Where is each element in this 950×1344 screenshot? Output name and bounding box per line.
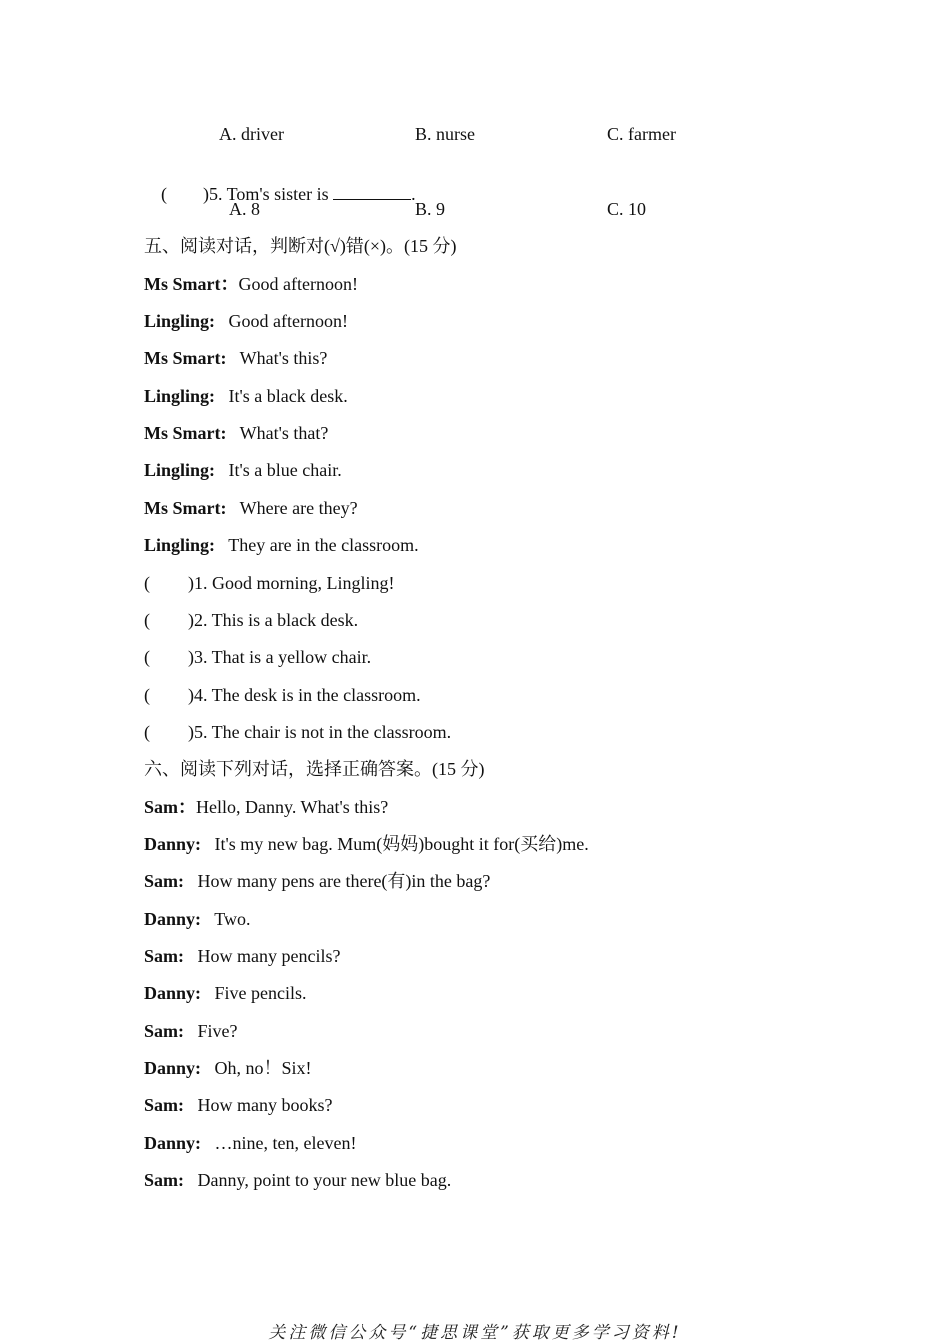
utterance: Danny, point to your new blue bag. [197, 1170, 452, 1190]
dialogue-line [144, 385, 348, 407]
item-text: )5. The chair is not in the classroom. [188, 722, 452, 742]
utterance: How many books? [197, 1095, 333, 1115]
judge-item[interactable] [144, 684, 421, 706]
item-text: )2. This is a black desk. [188, 610, 359, 630]
question-5 [152, 161, 416, 205]
speaker: Danny: [144, 983, 202, 1003]
utterance: What's this? [239, 348, 328, 368]
dialogue-line [144, 833, 589, 855]
utterance: How many pencils? [197, 946, 341, 966]
judge-item[interactable] [144, 572, 394, 594]
section-6-heading: 六、阅读下列对话，选择正确答案。(15 分) [144, 759, 485, 779]
speaker: Lingling: [144, 535, 216, 555]
utterance: It's a black desk. [228, 386, 348, 406]
dialogue-line [144, 310, 348, 332]
utterance: How many pens are there(有)in the bag? [197, 871, 491, 891]
option-a: A. driver [219, 124, 284, 144]
option-c: C. farmer [607, 124, 676, 144]
utterance: What's that? [239, 423, 329, 443]
answer-paren: ( [144, 722, 150, 742]
speaker: Danny: [144, 834, 202, 854]
utterance: Hello, Danny. What's this? [196, 797, 389, 817]
question-end: . [411, 184, 416, 204]
question-text: )5. Tom's sister is [203, 184, 329, 204]
item-text: )1. Good morning, Lingling! [188, 573, 395, 593]
speaker: Danny: [144, 1133, 202, 1153]
speaker: Sam: [144, 1021, 184, 1041]
option-b: B. 9 [415, 199, 446, 219]
dialogue-line [144, 273, 358, 295]
section-5-heading: 五、阅读对话，判断对(√)错(×)。(15 分) [144, 236, 457, 256]
speaker: Sam: [144, 1170, 184, 1190]
speaker: Sam: [144, 871, 184, 891]
answer-paren: ( [144, 685, 150, 705]
dialogue-line [144, 1020, 238, 1042]
dialogue-line [144, 534, 419, 556]
dialogue-line [144, 422, 328, 444]
speaker: Lingling: [144, 386, 216, 406]
dialogue-line [144, 1094, 332, 1116]
speaker: Ms Smart: [144, 498, 227, 518]
speaker: Lingling: [144, 460, 216, 480]
utterance: It's a blue chair. [228, 460, 342, 480]
speaker: Lingling: [144, 311, 216, 331]
judge-item[interactable] [144, 721, 451, 743]
speaker: Sam: [144, 1095, 184, 1115]
answer-paren: ( [144, 610, 150, 630]
answer-blank[interactable] [333, 185, 411, 200]
utterance: Where are they? [239, 498, 358, 518]
speaker: Sam： [144, 797, 197, 817]
utterance: …nine, ten, eleven! [214, 1133, 357, 1153]
speaker: Ms Smart: [144, 348, 227, 368]
dialogue-line [144, 945, 340, 967]
dialogue-line [144, 982, 307, 1004]
dialogue-line [144, 908, 250, 930]
utterance: It's my new bag. Mum(妈妈)bought it for(买给)me. [214, 834, 589, 854]
item-text: )4. The desk is in the classroom. [188, 685, 421, 705]
speaker: Sam: [144, 946, 184, 966]
utterance: They are in the classroom. [228, 535, 419, 555]
utterance: Five pencils. [214, 983, 307, 1003]
judge-item[interactable] [144, 609, 358, 631]
judge-item[interactable] [144, 646, 371, 668]
speaker: Ms Smart: [144, 423, 227, 443]
answer-paren: ( [144, 573, 150, 593]
dialogue-line [144, 796, 388, 818]
utterance: Oh, no！Six! [214, 1058, 312, 1078]
option-a: A. 8 [229, 199, 260, 219]
speaker: Danny: [144, 909, 202, 929]
dialogue-line [144, 1057, 312, 1079]
answer-paren: ( [161, 184, 167, 204]
speaker: Danny: [144, 1058, 202, 1078]
utterance: Five? [197, 1021, 238, 1041]
footer-promo: 关注微信公众号“捷思课堂”获取更多学习资料! [268, 1323, 682, 1343]
dialogue-line [144, 870, 490, 892]
utterance: Two. [214, 909, 251, 929]
option-c: C. 10 [607, 199, 647, 219]
dialogue-line [144, 497, 358, 519]
dialogue-line [144, 1132, 356, 1154]
item-text: )3. That is a yellow chair. [188, 647, 372, 667]
dialogue-line [144, 347, 327, 369]
option-b: B. nurse [415, 124, 475, 144]
speaker: Ms Smart： [144, 274, 239, 294]
utterance: Good afternoon! [228, 311, 348, 331]
utterance: Good afternoon! [238, 274, 358, 294]
dialogue-line [144, 1169, 451, 1191]
dialogue-line [144, 459, 342, 481]
answer-paren: ( [144, 647, 150, 667]
